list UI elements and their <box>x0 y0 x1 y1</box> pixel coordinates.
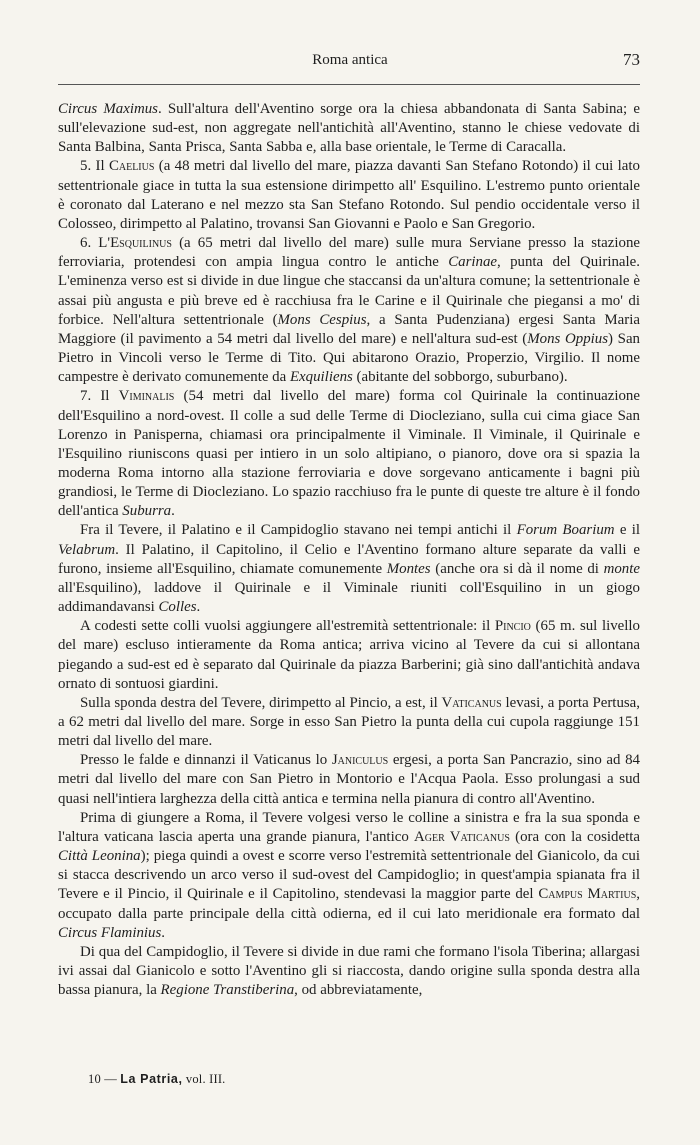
text-run: ergesi, a porta San Pancrazio, sino ad 84 metri dal livello del mare con San Pietro in Montorio e l'Acqua Paola. Esso prolungasi a sud quasi nell'intiera larghezza della città antica e termina nella pianura di contro all'Aventino. <box>58 752 641 807</box>
italic-term: Mons Oppius <box>527 330 609 347</box>
text-run: Presso le falde e dinnanzi il Vaticanus lo <box>80 752 332 769</box>
paragraph <box>58 234 640 387</box>
text-run: (abitante del sobborgo, suburbano). <box>352 369 568 386</box>
italic-term: Velabrum <box>58 541 116 558</box>
small-caps-term: Vaticanus <box>441 694 502 711</box>
text-run: (ora con la cosidetta <box>509 828 640 845</box>
paragraph <box>58 100 640 157</box>
text-run: 7. Il <box>80 388 119 405</box>
paragraph <box>58 617 640 694</box>
italic-term: Città Leonina <box>58 848 141 865</box>
page-header <box>0 50 700 74</box>
text-run: (a 48 metri dal livello del mare, piazza davanti San Stefano Rotondo) il cui lato settentrionale giace in tutta la sua estensione dirimpetto all' Esquilino. L'estremo punto orientale è coronato dal Laterano e nel mezzo sta San Stefano Rotondo. Sul pendio occidentale verso il Colosseo, dirimpetto al Palatino, trovansi San Giovanni e Paolo e San Gregorio. <box>58 158 640 232</box>
paragraph <box>58 809 640 943</box>
text-run: all'Esquilino), laddove il Quirinale e il Viminale riuniti coll'Esquilino in un giogo addimandavansi <box>58 579 640 616</box>
small-caps-term: Caelius <box>108 158 155 175</box>
text-run: e il <box>614 522 640 539</box>
text-run: levasi, a porta Pertusa, a 62 metri dal livello del mare. Sorge in esso San Pietro la punta della cui cupola raggiunge 151 metri dal livello del mare. <box>58 694 641 750</box>
text-run: , od abbreviatamente, <box>294 982 423 999</box>
text-run: Sulla sponda destra del Tevere, dirimpetto al Pincio, a est, il <box>80 694 442 711</box>
small-caps-term: Janiculus <box>331 752 389 769</box>
italic-term: Regione Transtiberina <box>160 982 295 999</box>
small-caps-term: Esquilinus <box>110 235 172 252</box>
publication-name: La Patria, <box>120 1072 183 1086</box>
paragraph <box>58 387 640 521</box>
text-run: A codesti sette colli vuolsi aggiungere all'estremità settentrionale: il <box>80 618 495 635</box>
text-run: Di qua del Campidoglio, il Tevere si divide in due rami che formano l'isola Tiberina; allargasi ivi assai dal Gianicolo e sotto l'Aventino gli si riaccosta, dando origine sulla sponda destra alla bassa pianura, la <box>58 943 640 999</box>
text-run: , occupato dalla parte principale della città odierna, ed il cui lato meridionale era formato dal <box>58 886 640 922</box>
running-title: Roma antica <box>312 52 388 68</box>
text-run: Prima di giungere a Roma, il Tevere volgesi verso le colline a sinistra e fra la sua sponda e l'altura vaticana lascia aperta una grande pianura, l'antico <box>58 809 640 845</box>
italic-term: Mons Cespius <box>277 311 367 328</box>
paragraph <box>58 521 640 617</box>
text-run: . Sull'altura dell'Aventino sorge ora la chiesa abbandonata di Santa Sabina; e sull'elevazione sud-est, non aggregate nell'antichità all'Aventino, stanno le chiese vedovate di Santa Balbina, Santa Prisca, Santa Sabba e, alla base orientale, le Terme di Caracalla. <box>58 101 640 156</box>
text-run: , a Santa Pudenziana) ergesi Santa Maria Maggiore (il pavimento a 54 metri dal livello del mare) e nell'altura sud-est ( <box>58 311 640 347</box>
text-run: (54 metri dal livello del mare) forma col Quirinale la continuazione dell'Esquilino a nord-ovest. Il colle a sud delle Terme di Diocleziano, sulla cui cima giace San Lorenzo in Panisperna, chiamasi ora principalmente il Viminale. Il Viminale, il Quirinale e l'Esquilino riuniscons quasi per intiero in un solo altipiano, o pianoro, dove ora si spazia la moderna Roma intorno alla stazione ferroviaria e dove sorgevano anticamente i bagni più grandiosi, le Terme di Diocleziano. Lo spazio racchiuso fra le punte di queste tre alture è il fondo dell'antica <box>58 388 640 520</box>
volume-label: vol. III. <box>185 1072 226 1086</box>
text-run: . <box>196 599 201 616</box>
small-caps-term: Viminalis <box>118 388 175 405</box>
text-run: . Il Palatino, il Capitolino, il Celio e l'Aventino formano alture separate da valli e furono, insieme all'Esquilino, chiamate comunemente <box>58 541 640 577</box>
signature-mark: 10 — <box>88 1072 117 1086</box>
italic-term: Forum Boarium <box>516 522 615 539</box>
italic-term: Suburra <box>122 503 172 520</box>
text-run: . <box>171 503 175 520</box>
body-text <box>58 100 640 1000</box>
paragraph <box>58 157 640 234</box>
paragraph <box>58 751 640 808</box>
text-run: ); piega quindi a ovest e scorre verso l'estremità settentrionale del Gianicolo, da cui si stacca descrivendo un arco verso il sud-ovest del Campidoglio; in quest'ampia spianata fra il Tevere e il Pincio, il Quirinale e il Capitolino, stendevasi la maggior parte del <box>58 848 640 903</box>
header-rule <box>58 84 640 85</box>
italic-term: Exquiliens <box>289 369 353 386</box>
italic-term: Circus Maximus <box>58 101 158 117</box>
text-run: . <box>161 924 166 941</box>
italic-term: monte <box>603 560 640 577</box>
text-run: (anche ora si dà il nome di <box>430 560 604 577</box>
small-caps-term: Ager Vaticanus <box>414 828 510 845</box>
page-footer <box>88 1072 226 1087</box>
paragraph <box>58 694 640 751</box>
italic-term: Montes <box>386 560 431 577</box>
italic-term: Carinae <box>448 254 498 271</box>
italic-term: Circus Flaminius <box>58 924 162 941</box>
page-number: 73 <box>623 50 640 69</box>
italic-term: Colles <box>158 599 197 616</box>
paragraph <box>58 943 640 1000</box>
text-run: 6. L' <box>80 235 111 252</box>
text-run: Fra il Tevere, il Palatino e il Campidoglio stavano nei tempi antichi il <box>80 522 517 539</box>
small-caps-term: Campus Martius <box>538 886 637 903</box>
text-run: (a 65 metri dal livello del mare) sulle mura Serviane presso la stazione ferroviaria, protendesi con ampia lingua contro le antiche <box>58 235 640 271</box>
text-run: (65 m. sul livello del mare) escluso intieramente da Roma antica; arriva vicino al Tevere da cui si allontana piegando a sud-est ed è separato dal Quirinale da piazza Barberini; già sino dall'antichità andava ornato di sontuosi giardini. <box>58 618 640 692</box>
text-run: , punta del Quirinale. L'eminenza verso est si divide in due lingue che staccansi da un'altura comune; la settentrionale è assai più angusta e più breve ed è racchiusa fra le Carine e il Quirinale che piegansi a mo' di forbice. Nell'altura settentrionale ( <box>58 254 640 328</box>
text-run: 5. Il <box>80 158 109 175</box>
text-run: ) San Pietro in Vincoli verso le Terme di Tito. Qui abitarono Orazio, Properzio, Virgilio. Il nome campestre è derivato comunemente da <box>58 330 640 386</box>
small-caps-term: Pincio <box>494 618 531 635</box>
